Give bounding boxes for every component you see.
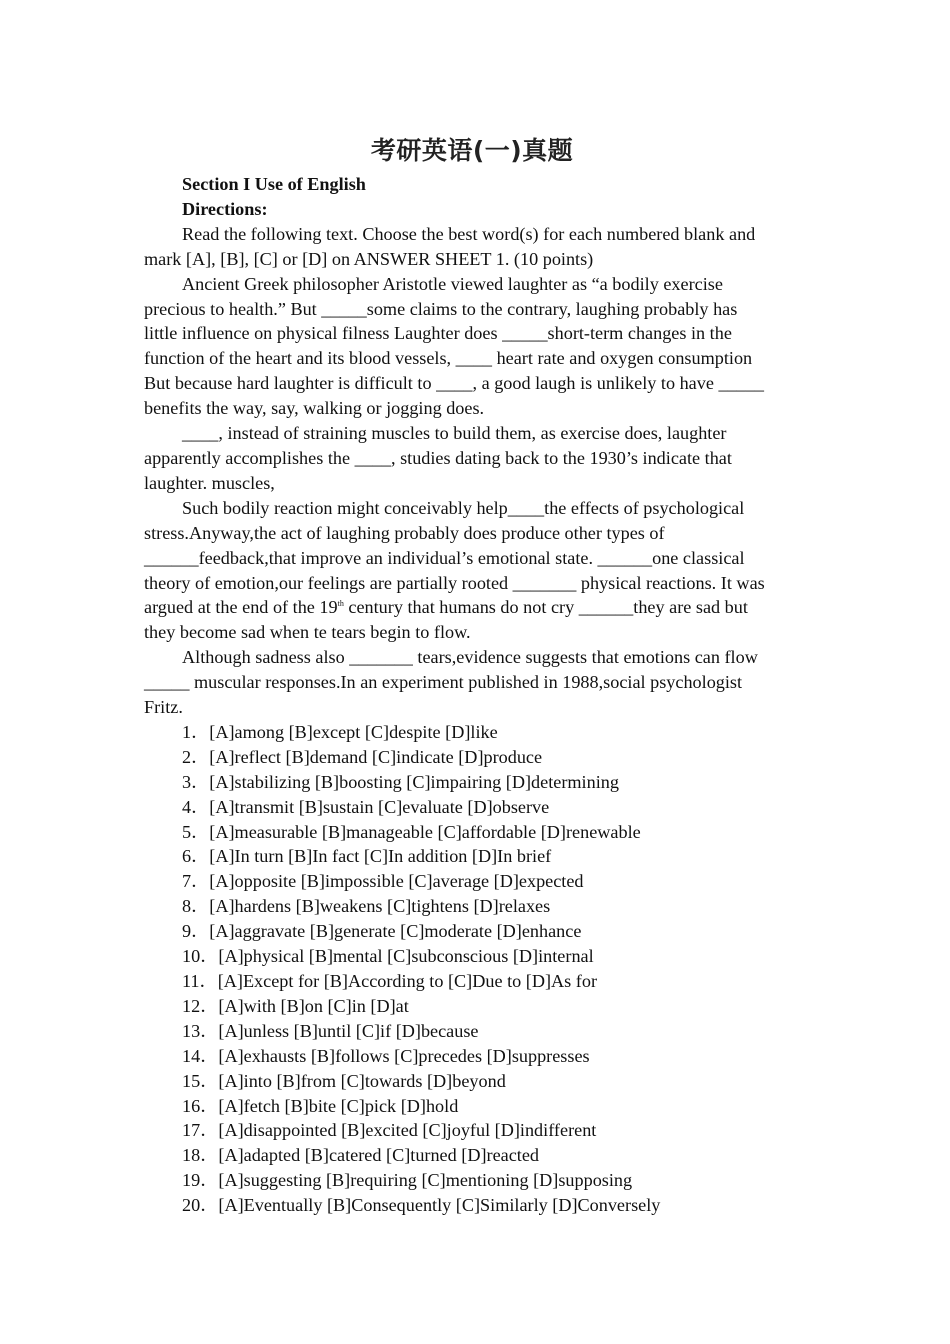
section-heading: Section I Use of English	[182, 174, 366, 194]
directions-label: Directions:	[182, 198, 268, 219]
question-number: 11．	[182, 971, 218, 991]
question-number: 19．	[182, 1170, 219, 1191]
question-number: 18．	[182, 1145, 219, 1166]
question-list	[144, 720, 800, 1218]
question-number: 3．	[182, 771, 210, 792]
question-item	[144, 894, 800, 919]
question-item	[144, 1094, 800, 1119]
text-line: function of the heart and its blood vessels, ____ heart rate and oxygen consumption	[144, 348, 753, 369]
question-item	[144, 869, 800, 894]
ordinal-superscript: th	[337, 599, 344, 609]
directions-paragraph	[144, 222, 800, 272]
question-item	[144, 1019, 800, 1044]
question-item	[144, 994, 800, 1019]
question-number: 9．	[182, 921, 210, 942]
text-line: precious to health.” But _____some claims to the contrary, laughing probably has	[144, 298, 738, 319]
passage-paragraph-2	[144, 421, 800, 496]
page-title: 考研英语(一)真题	[370, 136, 574, 165]
text-segment: argued at the end of the 19	[144, 597, 338, 618]
question-item	[144, 969, 800, 994]
question-options: [A]hardens [B]weakens [C]tightens [D]relaxes	[209, 896, 551, 917]
question-options: [A]into [B]from [C]towards [D]beyond	[218, 1070, 506, 1091]
question-options: [A]stabilizing [B]boosting [C]impairing [D]determining	[209, 771, 619, 792]
question-options: [A]transmit [B]sustain [C]evaluate [D]observe	[209, 796, 550, 817]
question-number: 6．	[182, 846, 210, 867]
question-options: [A]among [B]except [C]despite [D]like	[209, 721, 498, 742]
document-page	[144, 130, 800, 1218]
question-item	[144, 1143, 800, 1168]
text-line: Read the following text. Choose the best word(s) for each numbered blank and	[182, 223, 756, 244]
text-line: Fritz.	[144, 697, 183, 718]
text-line: Although sadness also _______ tears,evidence suggests that emotions can flow	[182, 647, 758, 668]
question-number: 16．	[182, 1095, 219, 1116]
question-number: 13．	[182, 1020, 219, 1041]
question-options: [A]adapted [B]catered [C]turned [D]reacted	[218, 1145, 540, 1166]
question-item	[144, 1069, 800, 1094]
text-line: mark [A], [B], [C] or [D] on ANSWER SHEET 1. (10 points)	[144, 248, 594, 269]
question-options: [A]reflect [B]demand [C]indicate [D]produce	[209, 746, 543, 767]
text-segment: century that humans do not cry ______they are sad but	[343, 597, 748, 618]
text-line: Ancient Greek philosopher Aristotle viewed laughter as “a bodily exercise	[182, 273, 723, 294]
text-line: ______feedback,that improve an individual’s emotional state. ______one classical	[144, 547, 745, 568]
text-line: stress.Anyway,the act of laughing probably does produce other types of	[144, 522, 665, 543]
question-options: [A]In turn [B]In fact [C]In addition [D]In brief	[209, 846, 552, 867]
passage-paragraph-4	[144, 645, 800, 720]
text-line: they become sad when te tears begin to flow.	[144, 622, 471, 643]
question-item	[144, 844, 800, 869]
question-options: [A]aggravate [B]generate [C]moderate [D]enhance	[209, 921, 582, 942]
question-item	[144, 770, 800, 795]
question-item	[144, 1193, 800, 1218]
question-number: 15．	[182, 1070, 219, 1091]
question-item	[144, 1168, 800, 1193]
text-line: little influence on physical filness Laughter does _____short-term changes in the	[144, 323, 732, 344]
question-item	[144, 919, 800, 944]
text-line: apparently accomplishes the ____, studies dating back to the 1930’s indicate that	[144, 447, 732, 468]
question-number: 7．	[182, 871, 210, 892]
question-number: 5．	[182, 821, 210, 842]
text-line: Such bodily reaction might conceivably help____the effects of psychological	[182, 497, 745, 518]
question-number: 4．	[182, 796, 210, 817]
question-item	[144, 795, 800, 820]
question-number: 17．	[182, 1120, 219, 1141]
question-number: 12．	[182, 995, 219, 1016]
passage-paragraph-3	[144, 496, 800, 645]
question-number: 1．	[182, 721, 210, 742]
text-line: laughter. muscles,	[144, 472, 275, 493]
question-number: 14．	[182, 1045, 219, 1066]
question-options: [A]Except for [B]According to [C]Due to [D]As for	[217, 971, 597, 991]
question-item	[144, 745, 800, 770]
text-line: But because hard laughter is difficult to ____, a good laugh is unlikely to have _____	[144, 373, 764, 394]
question-options: [A]opposite [B]impossible [C]average [D]expected	[209, 871, 584, 892]
text-line: _____ muscular responses.In an experiment published in 1988,social psychologist	[144, 672, 743, 693]
question-number: 2．	[182, 746, 210, 767]
question-options: [A]fetch [B]bite [C]pick [D]hold	[218, 1095, 459, 1116]
question-options: [A]suggesting [B]requiring [C]mentioning [D]supposing	[218, 1170, 633, 1191]
passage-paragraph-1	[144, 272, 800, 421]
text-line: theory of emotion,our feelings are partially rooted _______ physical reactions. It was	[144, 572, 765, 593]
question-options: [A]Eventually [B]Consequently [C]Similarly [D]Conversely	[218, 1195, 661, 1216]
text-line: benefits the way, say, walking or jogging does.	[144, 398, 485, 419]
question-item	[144, 720, 800, 745]
text-line: ____, instead of straining muscles to build them, as exercise does, laughter	[182, 423, 727, 444]
question-options: [A]with [B]on [C]in [D]at	[218, 995, 409, 1016]
question-number: 10．	[182, 946, 219, 967]
question-options: [A]physical [B]mental [C]subconscious [D]internal	[218, 946, 594, 967]
question-options: [A]unless [B]until [C]if [D]because	[218, 1020, 479, 1041]
question-number: 8．	[182, 896, 210, 917]
question-item	[144, 820, 800, 845]
question-item	[144, 944, 800, 969]
question-item	[144, 1044, 800, 1069]
question-number: 20．	[182, 1195, 219, 1216]
question-options: [A]exhausts [B]follows [C]precedes [D]suppresses	[218, 1045, 590, 1066]
question-item	[144, 1118, 800, 1143]
question-options: [A]disappointed [B]excited [C]joyful [D]indifferent	[218, 1120, 597, 1141]
question-options: [A]measurable [B]manageable [C]affordable [D]renewable	[209, 821, 641, 842]
text-line	[144, 595, 800, 620]
